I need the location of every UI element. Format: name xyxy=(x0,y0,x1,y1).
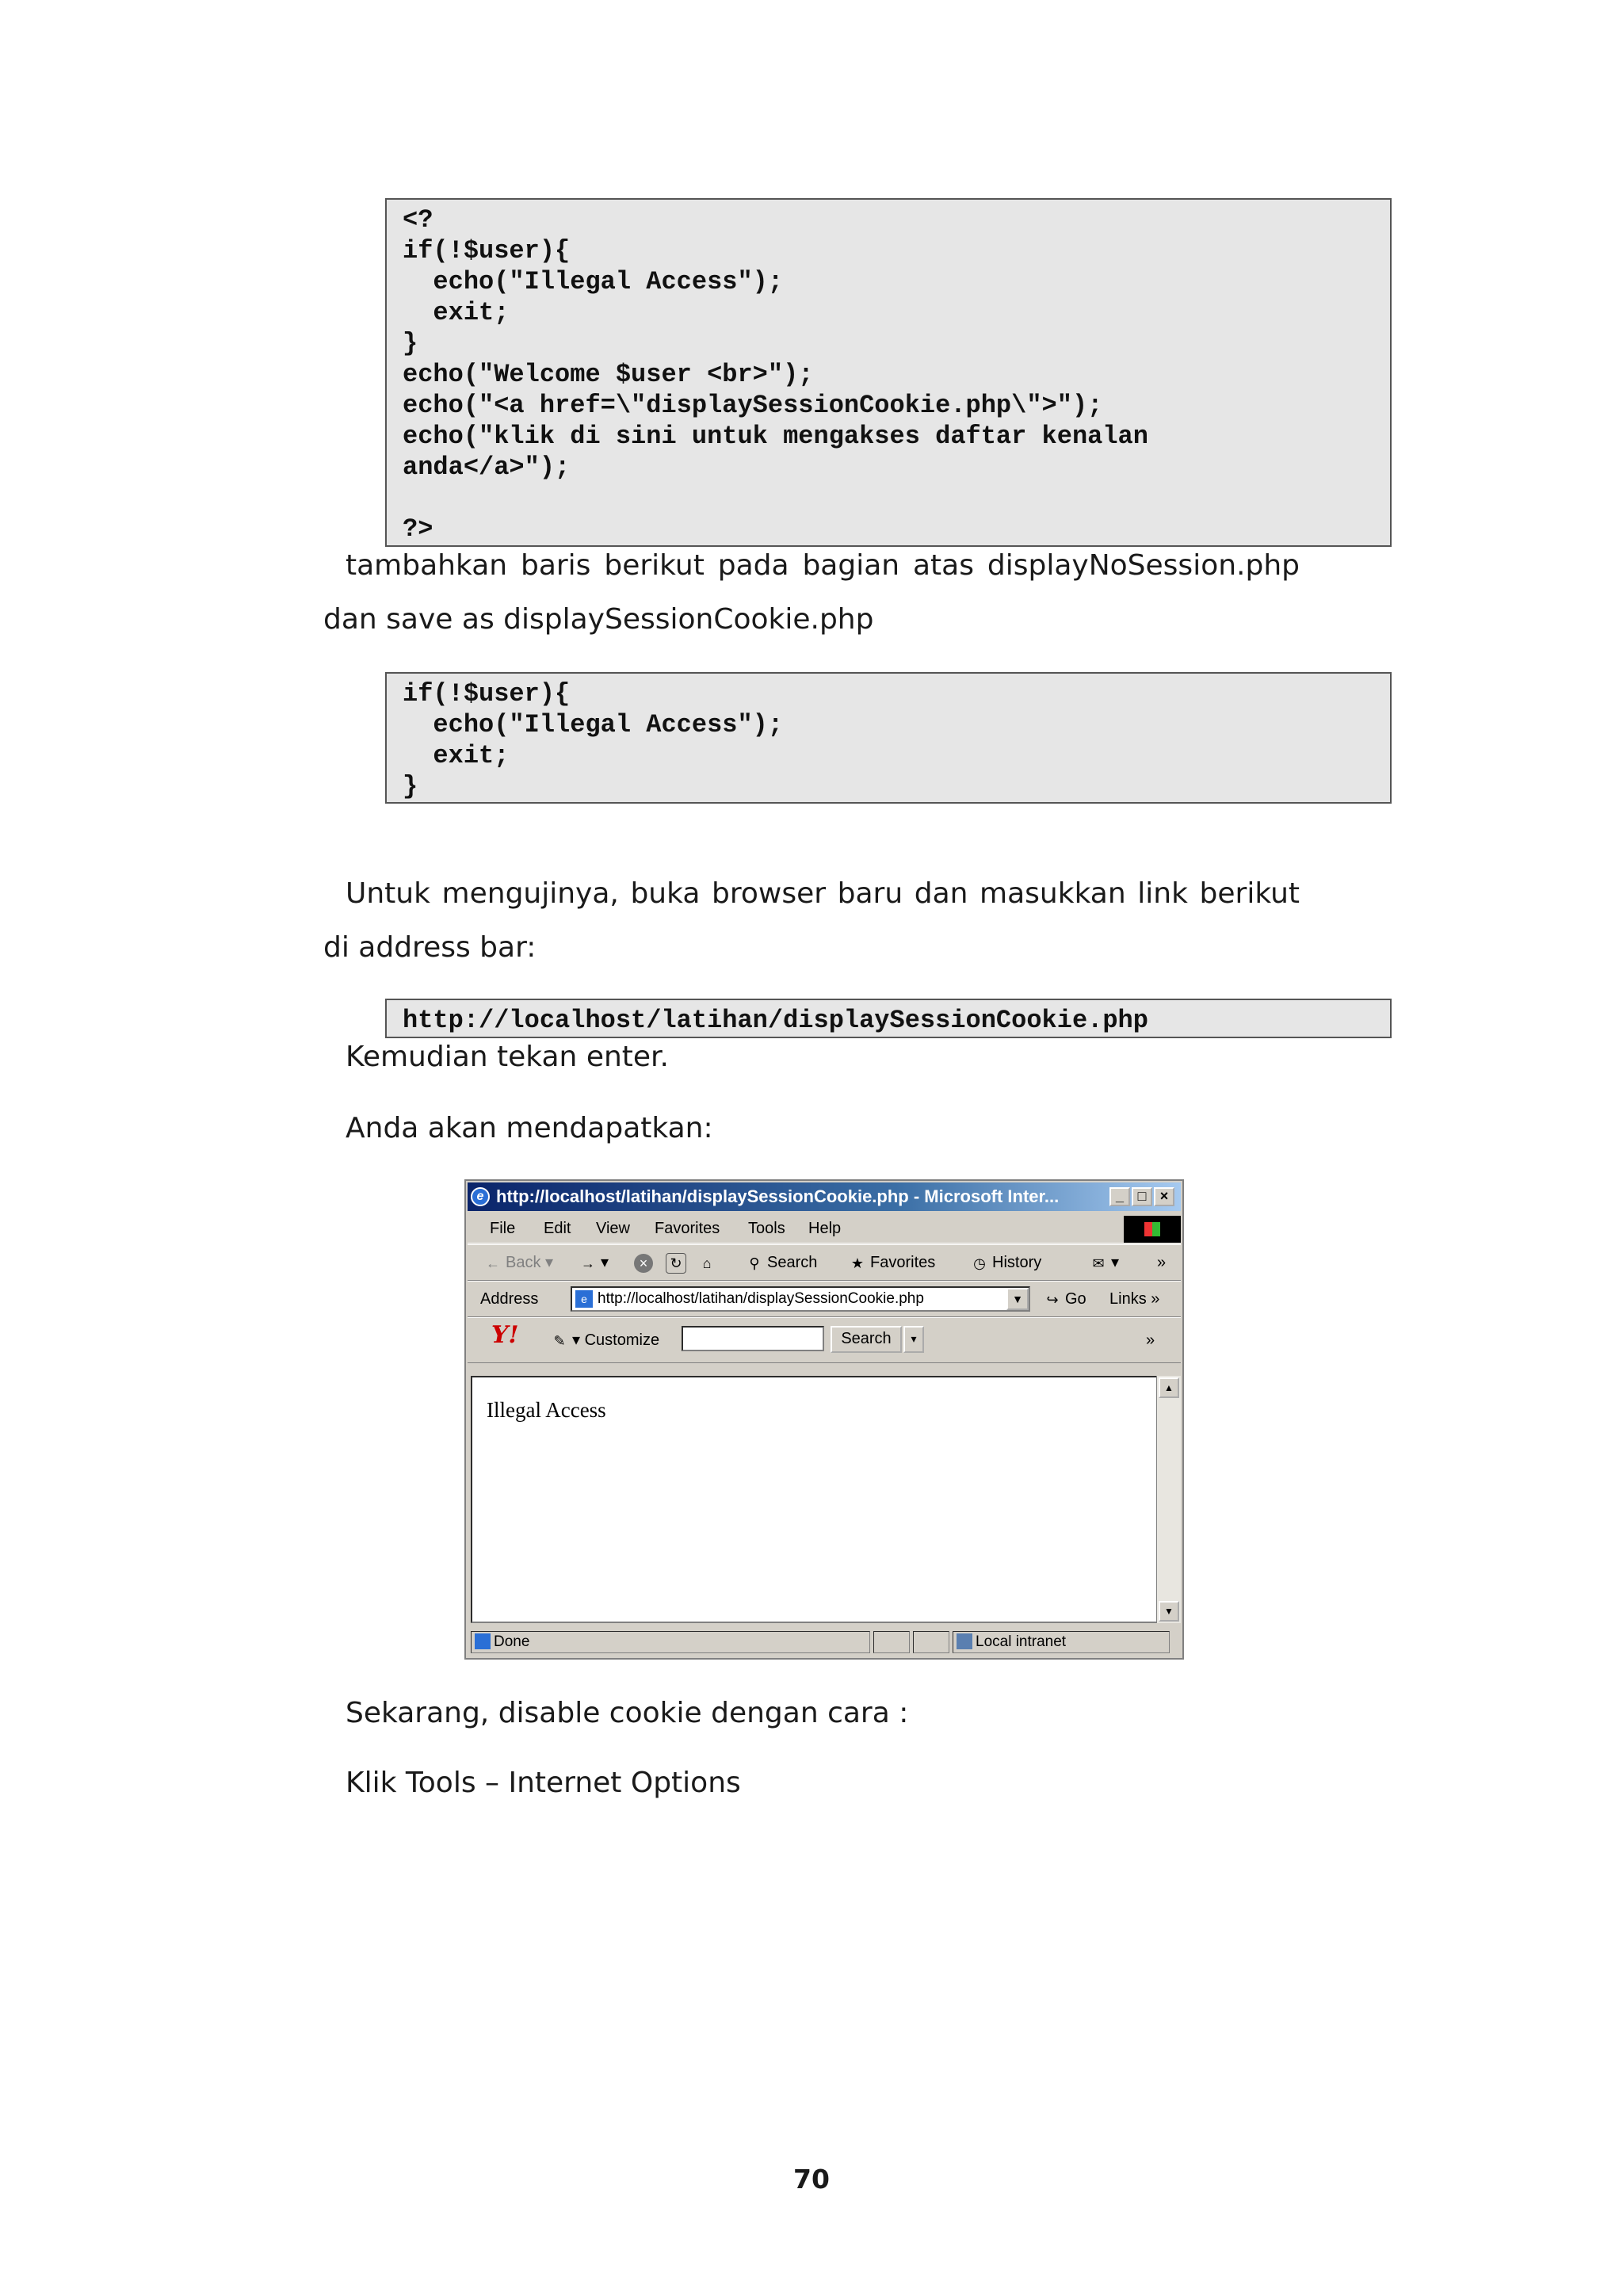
stop-button[interactable] xyxy=(634,1245,656,1280)
text-disable-cookie: Sekarang, disable cookie dengan cara : xyxy=(346,1697,909,1729)
menu-view[interactable]: View xyxy=(596,1220,630,1237)
refresh-icon: ↻ xyxy=(666,1253,686,1274)
status-text: Done xyxy=(471,1631,870,1653)
browser-statusbar xyxy=(468,1628,1181,1656)
search-button[interactable]: ⚲ Search xyxy=(745,1245,817,1280)
links-button[interactable]: Links » xyxy=(1109,1290,1160,1308)
pencil-icon: ✎ xyxy=(553,1332,566,1349)
menu-file[interactable]: File xyxy=(490,1220,516,1237)
browser-window-screenshot xyxy=(464,1179,1184,1660)
code-block-php-check: if(!$user){ echo("Illegal Access"); exit; } xyxy=(385,672,1392,804)
address-label: Address xyxy=(480,1290,539,1308)
menu-favorites[interactable]: Favorites xyxy=(655,1220,720,1237)
yahoo-more-chevron-icon[interactable]: » xyxy=(1146,1331,1155,1349)
forward-button[interactable]: → ▾ xyxy=(579,1245,609,1280)
status-cell-blank-2 xyxy=(913,1631,949,1653)
favorites-icon: ★ xyxy=(850,1255,865,1271)
history-button[interactable]: ◷ History xyxy=(970,1245,1041,1280)
mail-icon: ✉ xyxy=(1092,1255,1105,1271)
history-icon: ◷ xyxy=(973,1255,986,1271)
favorites-button[interactable]: ★ Favorites xyxy=(848,1245,935,1280)
instruction-paragraph-save-as: tambahkan baris berikut pada bagian atas displayNoSession.php dan save as displaySessionCookie.php xyxy=(323,549,1300,636)
windows-logo-icon xyxy=(1124,1216,1181,1243)
home-icon: ⌂ xyxy=(702,1255,712,1271)
go-button[interactable]: ↪ Go xyxy=(1043,1282,1086,1316)
code-block-url: http://localhost/latihan/displaySessionCookie.php xyxy=(385,999,1392,1038)
refresh-button[interactable] xyxy=(666,1245,689,1280)
security-zone: Local intranet xyxy=(953,1631,1170,1653)
toolbar-more-chevron-icon[interactable]: » xyxy=(1157,1254,1167,1271)
back-arrow-icon: ← xyxy=(486,1255,500,1271)
address-input[interactable] xyxy=(571,1286,1030,1312)
home-button[interactable] xyxy=(697,1245,720,1280)
page-icon: e xyxy=(575,1290,593,1308)
instruction-paragraph-test: Untuk mengujinya, buka browser baru dan masukkan link berikut di address bar: xyxy=(323,877,1300,964)
code-block-php-welcome: <? if(!$user){ echo("Illegal Access"); exit; } echo("Welcome $user <br>"); echo("<a href=\"displaySessionCookie.php\">"); echo("klik di sini untuk mengakses daftar kenalan anda</a>"); ?> xyxy=(385,198,1392,547)
go-arrow-icon: ↪ xyxy=(1046,1291,1059,1308)
close-icon[interactable]: × xyxy=(1154,1187,1174,1206)
address-dropdown-button[interactable]: ▼ xyxy=(1006,1288,1029,1310)
stop-icon: × xyxy=(634,1254,653,1273)
minimize-icon[interactable]: _ xyxy=(1109,1187,1130,1206)
forward-arrow-icon: → xyxy=(581,1255,595,1271)
scroll-down-icon[interactable]: ▼ xyxy=(1159,1601,1179,1622)
page-done-icon xyxy=(475,1633,491,1649)
text-internet-options: Klik Tools – Internet Options xyxy=(346,1767,741,1799)
browser-titlebar xyxy=(468,1182,1181,1211)
browser-content-area xyxy=(471,1376,1160,1623)
address-value: http://localhost/latihan/displaySessionCookie.php xyxy=(598,1290,924,1307)
text-press-enter: Kemudian tekan enter. xyxy=(346,1041,669,1073)
scroll-up-icon[interactable]: ▲ xyxy=(1159,1377,1179,1398)
text-result-intro: Anda akan mendapatkan: xyxy=(346,1112,713,1144)
browser-title: http://localhost/latihan/displaySessionCookie.php - Microsoft Inter... xyxy=(496,1186,1060,1206)
intranet-icon xyxy=(957,1633,972,1649)
address-toolbar xyxy=(468,1281,1181,1317)
customize-button[interactable]: ✎ ▾ Customize xyxy=(550,1318,659,1362)
menu-tools[interactable]: Tools xyxy=(748,1220,785,1237)
menu-help[interactable]: Help xyxy=(808,1220,842,1237)
mail-button[interactable]: ✉ ▾ xyxy=(1089,1245,1119,1280)
yahoo-search-button[interactable]: Search xyxy=(831,1326,902,1353)
yahoo-search-dropdown[interactable]: ▾ xyxy=(903,1326,924,1353)
yahoo-toolbar xyxy=(468,1317,1181,1363)
status-cell-blank-1 xyxy=(873,1631,910,1653)
menu-edit[interactable]: Edit xyxy=(544,1220,571,1237)
back-button[interactable]: ← Back ▾ xyxy=(483,1245,553,1280)
search-icon: ⚲ xyxy=(749,1255,760,1271)
page-number: 70 xyxy=(793,2164,830,2195)
maximize-icon[interactable]: □ xyxy=(1132,1187,1152,1206)
yahoo-logo-icon[interactable]: Y! xyxy=(491,1321,519,1349)
yahoo-search-input[interactable] xyxy=(682,1326,824,1351)
standard-toolbar xyxy=(468,1244,1181,1281)
vertical-scrollbar[interactable] xyxy=(1156,1376,1181,1623)
browser-menubar xyxy=(468,1214,1181,1244)
page-content-text: Illegal Access xyxy=(487,1398,606,1422)
ie-icon: e xyxy=(471,1187,490,1206)
